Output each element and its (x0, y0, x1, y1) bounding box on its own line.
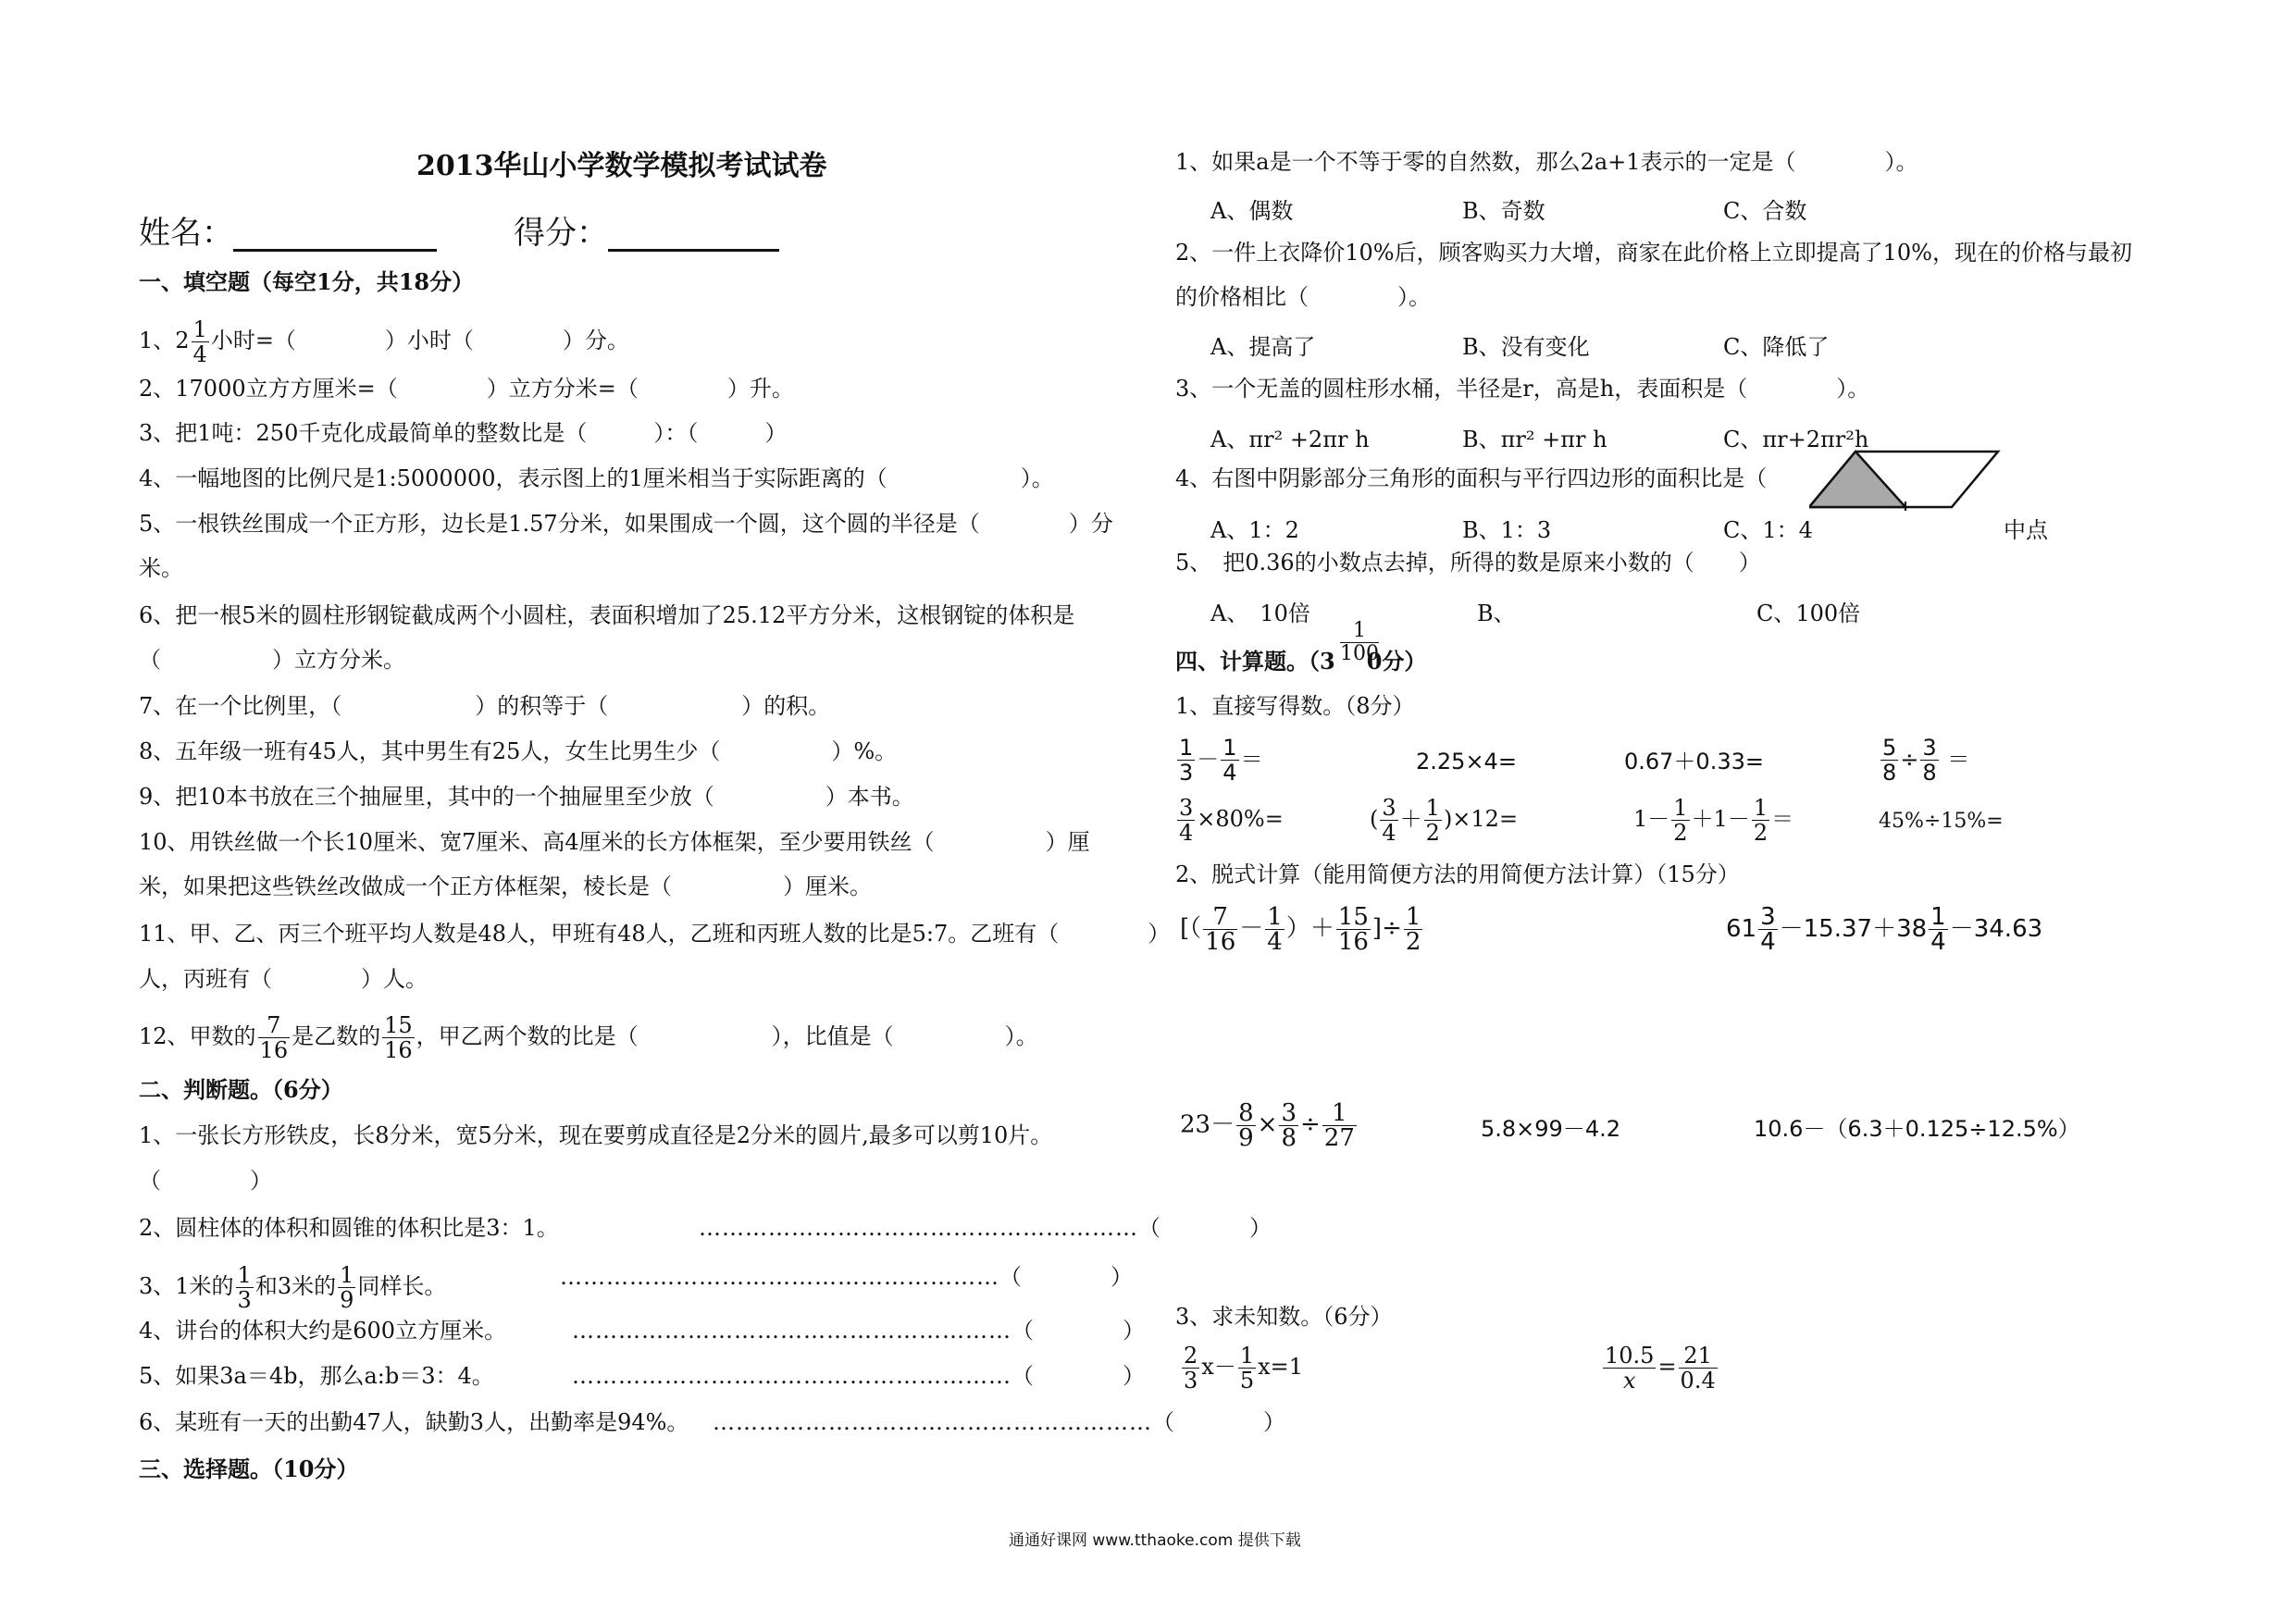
option: A、1：2 (1210, 517, 1299, 543)
question: 5、如果3a＝4b，那么a:b＝3：4。 (139, 1363, 494, 1389)
question: 1、2 $\frac{1}{4}$ 小时=（ ）小时（ ）分。 (139, 316, 629, 367)
calc-item: $\frac{5}{8}$ ÷ $\frac{3}{8}$ ＝ (1882, 735, 1970, 786)
question: 6、把一根5米的圆柱形钢锭截成两个小圆柱，表面积增加了25.12平方分米，这根钢锭的体积是 (139, 602, 1075, 628)
question: 2、圆柱体的体积和圆锥的体积比是3：1。 (139, 1215, 559, 1241)
question: 12、甲数的 $\frac{7}{16}$ 是乙数的 $\frac{15}{16}$ ，甲乙两个数的比是（ ），比值是（ ）。 (139, 1012, 1038, 1063)
calc-item: 2.25×4= (1416, 749, 1517, 774)
calc-item: 23－ $\frac{8}{9}$ × $\frac{3}{8}$ ÷ $\frac{1}{27}$ (1180, 1099, 1355, 1152)
fraction: $\frac{1}{4}$ (192, 316, 207, 367)
question: 5、一根铁丝围成一个正方形，边长是1.57分米，如果围成一个圆，这个圆的半径是（ ）分 (139, 511, 1113, 537)
section-3-heading: 三、选择题。（10分） (139, 1456, 359, 1482)
question: 9、把10本书放在三个抽屉里，其中的一个抽屉里至少放（ ）本书。 (139, 784, 914, 810)
calc-item: [（ $\frac{7}{16}$ － $\frac{1}{4}$ ）＋ $\frac{15}{16}$ ]÷ $\frac{1}{2}$ (1180, 903, 1421, 956)
calc-item: 0.67＋0.33= (1624, 749, 1764, 774)
question: 2、一件上衣降价10%后，顾客购买力大增，商家在此价格上立即提高了10%，现在的价格与最初 (1175, 240, 2132, 266)
footer-credit: 通通好课网 www.tthaoke.com 提供下载 (1009, 1531, 1301, 1550)
option: A、πr² +2πr h (1210, 427, 1370, 452)
fraction: $\frac{15}{16}$ (384, 1012, 413, 1063)
answer-dots: …………………………………………………（ ） (572, 1363, 1145, 1389)
option: C、1：4 (1723, 517, 1813, 543)
question-cont: 米，如果把这些铁丝改做成一个正方体框架，棱长是（ ）厘米。 (139, 873, 872, 899)
page-title: 2013华山小学数学模拟考试试卷 (416, 150, 827, 182)
question: 5、 把0.36的小数点去掉，所得的数是原来小数的（ ） (1175, 550, 1761, 576)
section-1-heading: 一、填空题（每空1分，共18分） (139, 268, 475, 295)
question: 1、如果a是一个不等于零的自然数，那么2a+1表示的一定是（ ）。 (1175, 149, 1918, 175)
question: 11、甲、乙、丙三个班平均人数是48人，甲班有48人，乙班和丙班人数的比是5:7。乙班有（ ） (139, 921, 1171, 947)
part-1-heading: 1、直接写得数。（8分） (1175, 693, 1415, 719)
fraction-1-100: 1 100 (1340, 619, 1379, 665)
question: 4、一幅地图的比例尺是1:5000000，表示图上的1厘米相当于实际距离的（ ）。 (139, 465, 1054, 491)
option: B、1：3 (1462, 517, 1552, 543)
fraction: $\frac{1}{9}$ (340, 1262, 354, 1313)
option: B、奇数 (1462, 198, 1545, 224)
name-blank (233, 221, 437, 252)
answer-dots: …………………………………………………（ ） (713, 1409, 1285, 1435)
calc-item: 10.6－（6.3＋0.125÷12.5%） (1754, 1116, 2080, 1142)
score-blank (608, 221, 779, 252)
shaded-triangle (1809, 452, 1905, 507)
equation: $\frac{2}{3}$ x－ $\frac{1}{5}$ x=1 (1184, 1343, 1304, 1394)
question-cont: 的价格相比（ ）。 (1175, 284, 1431, 310)
option: C、πr+2πr²h (1723, 427, 1869, 452)
option: A、偶数 (1210, 198, 1294, 224)
question: 3、一个无盖的圆柱形水桶，半径是r，高是h，表面积是（ ）。 (1175, 376, 1870, 402)
option: B、 (1477, 601, 1516, 626)
question-cont: 人，丙班有（ ）人。 (139, 966, 428, 992)
question: 3、把1吨：250千克化成最简单的整数比是（ ）：（ ） (139, 420, 788, 446)
calc-item: 45%÷15%= (1879, 810, 2004, 833)
answer-dots: …………………………………………………（ ） (560, 1264, 1133, 1290)
score-label: 得分： (514, 215, 608, 252)
question: 2、17000立方方厘米=（ ）立方分米=（ ）升。 (139, 376, 794, 402)
answer-dots: …………………………………………………（ ） (699, 1215, 1272, 1241)
fraction: $\frac{1}{3}$ (237, 1262, 252, 1313)
midpoint-label: 中点 (2004, 517, 2048, 543)
question-cont: （ ）立方分米。 (139, 647, 405, 673)
calc-item: $\frac{1}{3}$ － $\frac{1}{4}$ ＝ (1179, 735, 1263, 786)
fraction: $\frac{7}{16}$ (259, 1012, 289, 1063)
section-2-heading: 二、判断题。（6分） (139, 1076, 343, 1103)
question: 7、在一个比例里，（ ）的积等于（ ）的积。 (139, 693, 831, 719)
question: 4、讲台的体积大约是600立方厘米。 (139, 1318, 507, 1344)
part-3-heading: 3、求未知数。（6分） (1175, 1304, 1393, 1330)
score-field (514, 215, 779, 252)
equation: $\frac{10.5}{x}$ = $\frac{21}{0.4}$ (1605, 1343, 1716, 1394)
part-2-heading: 2、脱式计算（能用简便方法的用简便方法计算）（15分） (1175, 861, 1740, 887)
option: A、 10倍 (1210, 601, 1310, 626)
calc-item: 5.8×99－4.2 (1481, 1116, 1620, 1142)
option: B、πr² +πr h (1462, 427, 1607, 452)
parallelogram-figure (1809, 448, 2013, 511)
name-field (139, 215, 437, 252)
name-label: 姓名： (139, 215, 233, 252)
question: 6、某班有一天的出勤47人，缺勤3人，出勤率是94%。 (139, 1409, 689, 1435)
section-4-heading: 四、计算题。（3 0分） (1175, 648, 1427, 675)
option: C、100倍 (1756, 601, 1861, 626)
option: C、合数 (1723, 198, 1807, 224)
calc-item: 61 $\frac{3}{4}$ －15.37＋38 $\frac{1}{4}$ －34.63 (1726, 903, 2043, 956)
calc-item: ( $\frac{3}{4}$ ＋ $\frac{1}{2}$ )×12= (1370, 795, 1519, 846)
question-cont: 米。 (139, 555, 183, 581)
question: 4、右图中阴影部分三角形的面积与平行四边形的面积比是（ (1175, 465, 1768, 491)
question: 10、用铁丝做一个长10厘米、宽7厘米、高4厘米的长方体框架，至少要用铁丝（ ）厘 (139, 829, 1090, 855)
question-cont: （ ） (139, 1168, 272, 1194)
calc-item: 1－ $\frac{1}{2}$ ＋1－ $\frac{1}{2}$ ＝ (1633, 795, 1794, 846)
option: A、提高了 (1210, 334, 1316, 360)
question: 1、一张长方形铁皮，长8分米，宽5分米，现在要剪成直径是2分米的圆片,最多可以剪10片。 (139, 1122, 1053, 1148)
question: 3、1米的 $\frac{1}{3}$ 和3米的 $\frac{1}{9}$ 同样长。 (139, 1262, 447, 1313)
question: 8、五年级一班有45人，其中男生有25人，女生比男生少（ ）%。 (139, 738, 898, 764)
option: C、降低了 (1723, 334, 1830, 360)
option: B、没有变化 (1462, 334, 1590, 360)
answer-dots: …………………………………………………（ ） (572, 1318, 1145, 1344)
calc-item: $\frac{3}{4}$ ×80%= (1179, 795, 1284, 846)
